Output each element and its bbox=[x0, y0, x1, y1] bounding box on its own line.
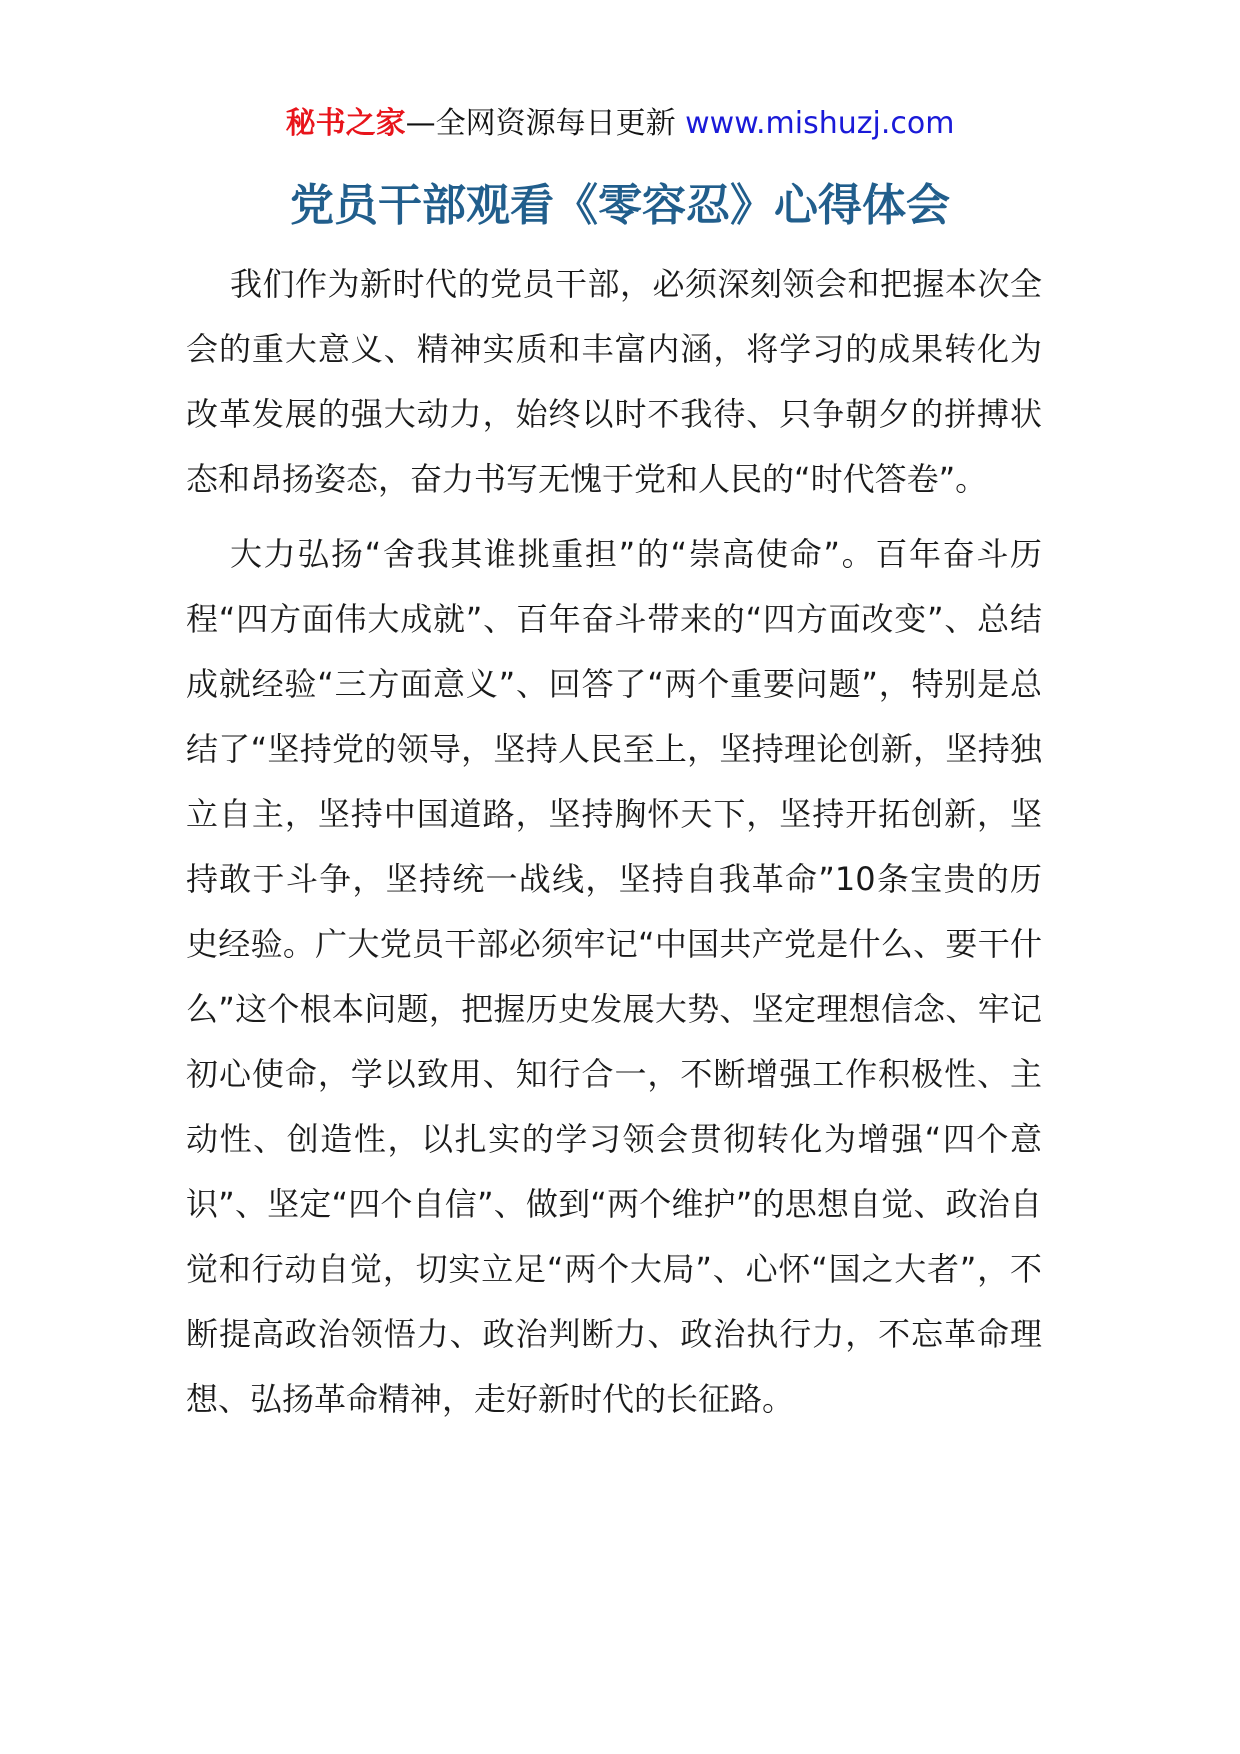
document-body bbox=[186, 252, 1042, 1432]
site-brand-name: 秘书之家 bbox=[285, 106, 406, 141]
site-header bbox=[0, 104, 1240, 144]
document-title: 党员干部观看《零容忍》心得体会 bbox=[290, 180, 950, 231]
site-tagline: —全网资源每日更新 bbox=[405, 106, 676, 141]
site-url-link[interactable]: www.mishuzj.com bbox=[685, 106, 955, 141]
paragraph-2: 大力弘扬“舍我其谁挑重担”的“崇高使命”。百年奋斗历程“四方面伟大成就”、百年奋斗带来的“四方面改变”、总结成就经验“三方面意义”、回答了“两个重要问题”，特别是总结了“坚持党的领导，坚持人民至上，坚持理论创新，坚持独立自主，坚持中国道路，坚持胸怀天下，坚持开拓创新，坚持敢于斗争，坚持统一战线，坚持自我革命”10条宝贵的历史经验。广大党员干部必须牢记“中国共产党是什么、要干什么”这个根本问题，把握历史发展大势、坚定理想信念、牢记初心使命，学以致用、知行合一，不断增强工作积极性、主动性、创造性，以扎实的学习领会贯彻转化为增强“四个意识”、坚定“四个自信”、做到“两个维护”的思想自觉、政治自觉和行动自觉，切实立足“两个大局”、心怀“国之大者”，不断提高政治领悟力、政治判断力、政治执行力，不忘革命理想、弘扬革命精神，走好新时代的长征路。 bbox=[186, 535, 1042, 1418]
paragraph-1: 我们作为新时代的党员干部，必须深刻领会和把握本次全会的重大意义、精神实质和丰富内涵，将学习的成果转化为改革发展的强大动力，始终以时不我待、只争朝夕的拼搏状态和昂扬姿态，奋力书写无愧于党和人民的“时代答卷”。 bbox=[186, 265, 1042, 498]
